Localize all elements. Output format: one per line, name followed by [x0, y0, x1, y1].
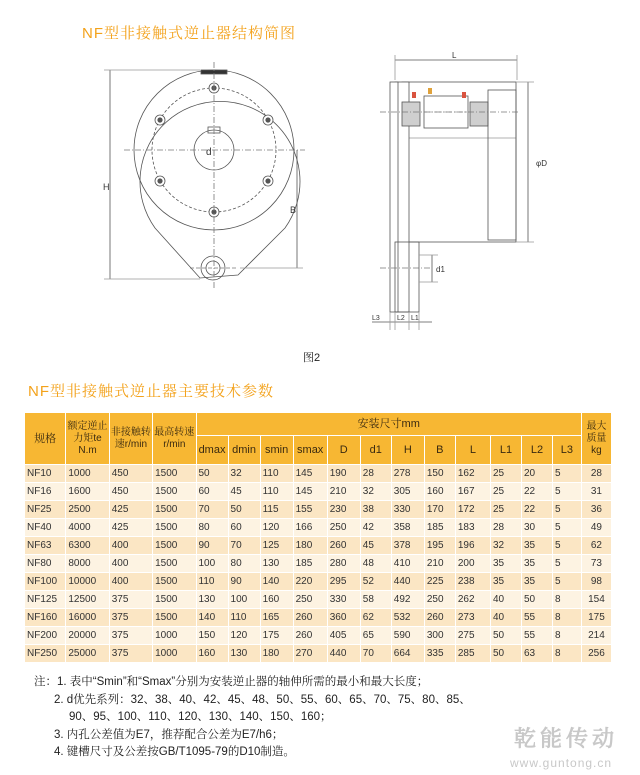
header-dim-dmin: dmin: [228, 436, 260, 465]
spec-table-title: NF型非接触式逆止器主要技术参数: [28, 383, 274, 400]
table-cell: 492: [391, 591, 424, 609]
table-cell: 220: [293, 573, 327, 591]
dim-d1-label: d1: [436, 265, 445, 274]
table-cell: 50: [196, 465, 228, 483]
table-cell: NF125: [25, 591, 66, 609]
table-cell: 1500: [153, 573, 196, 591]
table-cell: 230: [327, 501, 360, 519]
table-cell: 1000: [153, 645, 196, 663]
table-cell: NF100: [25, 573, 66, 591]
table-cell: 335: [424, 645, 455, 663]
table-cell: 145: [293, 465, 327, 483]
table-cell: 40: [490, 609, 521, 627]
table-cell: 160: [424, 483, 455, 501]
table-cell: 155: [293, 501, 327, 519]
table-cell: 16000: [66, 609, 109, 627]
table-cell: 58: [360, 591, 391, 609]
table-cell: 28: [360, 465, 391, 483]
table-cell: 440: [391, 573, 424, 591]
table-cell: 1500: [153, 609, 196, 627]
side-view: [372, 55, 534, 330]
table-cell: 31: [581, 483, 611, 501]
table-cell: 45: [228, 483, 260, 501]
structure-drawing: [0, 45, 640, 345]
table-cell: 10000: [66, 573, 109, 591]
table-cell: 5: [552, 537, 581, 555]
table-row: [25, 519, 612, 537]
table-cell: 60: [196, 483, 228, 501]
table-cell: 35: [521, 537, 552, 555]
header-install-dims: 安装尺寸mm: [196, 413, 581, 436]
table-cell: 42: [360, 519, 391, 537]
table-cell: 55: [521, 627, 552, 645]
table-cell: 55: [521, 609, 552, 627]
note-4: 4. 键槽尺寸及公差按GB/T1095-79的D10制造。: [54, 746, 295, 758]
table-cell: 375: [109, 645, 152, 663]
table-cell: 8000: [66, 555, 109, 573]
spec-table: [24, 412, 612, 663]
table-cell: 100: [196, 555, 228, 573]
dim-L3-label: L3: [372, 315, 380, 322]
header-model: 规格: [25, 413, 66, 465]
table-cell: 62: [581, 537, 611, 555]
table-cell: 1500: [153, 465, 196, 483]
dim-L2-label: L2: [397, 315, 405, 322]
spec-table-body: [25, 465, 612, 663]
table-cell: 50: [521, 591, 552, 609]
table-cell: NF250: [25, 645, 66, 663]
table-cell: 1600: [66, 483, 109, 501]
table-cell: 1500: [153, 591, 196, 609]
table-cell: 32: [490, 537, 521, 555]
header-dim-l: L: [455, 436, 490, 465]
table-row: [25, 573, 612, 591]
header-dim-l3: L3: [552, 436, 581, 465]
header-max-speed: 最高转速r/min: [153, 413, 196, 465]
table-cell: 285: [455, 645, 490, 663]
table-cell: 165: [260, 609, 293, 627]
header-dim-b: B: [424, 436, 455, 465]
table-cell: 410: [391, 555, 424, 573]
table-cell: 532: [391, 609, 424, 627]
table-cell: 25: [490, 465, 521, 483]
table-cell: 180: [293, 537, 327, 555]
table-cell: 256: [581, 645, 611, 663]
table-cell: 140: [196, 609, 228, 627]
table-row: [25, 555, 612, 573]
table-cell: 590: [391, 627, 424, 645]
table-cell: 214: [581, 627, 611, 645]
table-cell: 1500: [153, 537, 196, 555]
table-cell: 210: [424, 555, 455, 573]
table-cell: NF40: [25, 519, 66, 537]
table-cell: 25: [490, 501, 521, 519]
table-cell: 25000: [66, 645, 109, 663]
table-row: [25, 483, 612, 501]
table-cell: 1000: [153, 627, 196, 645]
table-cell: 225: [424, 573, 455, 591]
table-cell: 330: [327, 591, 360, 609]
table-cell: 166: [293, 519, 327, 537]
dim-L-label: L: [452, 51, 457, 60]
note-1: 注：1. 表中“Smin”和“Smax”分别为安装逆止器的轴伸所需的最小和最大长度；: [34, 676, 429, 688]
table-cell: 425: [109, 519, 152, 537]
table-cell: 38: [360, 501, 391, 519]
table-cell: 664: [391, 645, 424, 663]
table-cell: 305: [391, 483, 424, 501]
table-cell: 300: [424, 627, 455, 645]
table-cell: 375: [109, 609, 152, 627]
table-cell: 238: [455, 573, 490, 591]
table-cell: 172: [455, 501, 490, 519]
table-cell: 5: [552, 573, 581, 591]
table-cell: 120: [228, 627, 260, 645]
table-cell: 405: [327, 627, 360, 645]
table-cell: 175: [260, 627, 293, 645]
header-dim-h: H: [391, 436, 424, 465]
table-cell: 183: [455, 519, 490, 537]
table-row: [25, 591, 612, 609]
table-cell: 250: [424, 591, 455, 609]
table-cell: 185: [293, 555, 327, 573]
table-cell: 70: [228, 537, 260, 555]
dim-B-label: B: [290, 205, 297, 215]
table-cell: 5: [552, 519, 581, 537]
table-cell: 6300: [66, 537, 109, 555]
table-cell: 140: [260, 573, 293, 591]
table-cell: 90: [228, 573, 260, 591]
table-cell: 250: [293, 591, 327, 609]
table-cell: 260: [293, 627, 327, 645]
table-cell: 175: [581, 609, 611, 627]
table-cell: 35: [521, 573, 552, 591]
table-cell: 50: [490, 627, 521, 645]
table-cell: 110: [196, 573, 228, 591]
table-cell: 1500: [153, 555, 196, 573]
table-cell: NF10: [25, 465, 66, 483]
table-cell: 36: [581, 501, 611, 519]
table-cell: 130: [196, 591, 228, 609]
table-cell: 375: [109, 591, 152, 609]
note-2: 2. d优先系列：32、38、40、42、45、48、50、55、60、65、70、75、80、85、: [54, 693, 471, 706]
figure-label: 图2: [303, 352, 321, 364]
table-cell: 440: [327, 645, 360, 663]
table-cell: 8: [552, 609, 581, 627]
table-cell: 358: [391, 519, 424, 537]
table-cell: 5: [552, 555, 581, 573]
table-cell: 80: [196, 519, 228, 537]
table-cell: 180: [260, 645, 293, 663]
table-cell: 330: [391, 501, 424, 519]
header-mass: 最大质量kg: [581, 413, 611, 465]
table-cell: 110: [228, 609, 260, 627]
table-cell: 275: [455, 627, 490, 645]
table-cell: 32: [228, 465, 260, 483]
table-cell: 195: [424, 537, 455, 555]
dim-L1-label: L1: [411, 315, 419, 322]
table-cell: 260: [424, 609, 455, 627]
header-dim-d: D: [327, 436, 360, 465]
table-cell: 150: [424, 465, 455, 483]
brand-watermark: 乾能传动: [514, 727, 619, 752]
table-cell: 196: [455, 537, 490, 555]
table-cell: 260: [293, 609, 327, 627]
table-cell: 360: [327, 609, 360, 627]
table-cell: 160: [260, 591, 293, 609]
table-cell: 22: [521, 501, 552, 519]
table-cell: 210: [327, 483, 360, 501]
table-row: [25, 537, 612, 555]
table-cell: 45: [360, 537, 391, 555]
table-cell: 12500: [66, 591, 109, 609]
table-cell: 8: [552, 627, 581, 645]
table-cell: 8: [552, 591, 581, 609]
url-watermark: www.guntong.cn: [510, 756, 613, 770]
table-cell: 450: [109, 483, 152, 501]
table-cell: 115: [260, 501, 293, 519]
table-cell: 28: [490, 519, 521, 537]
table-row: [25, 627, 612, 645]
table-cell: 154: [581, 591, 611, 609]
table-cell: 50: [490, 645, 521, 663]
dim-D-label: φD: [536, 159, 547, 168]
table-cell: 250: [327, 519, 360, 537]
table-cell: 25: [490, 483, 521, 501]
table-cell: 425: [109, 501, 152, 519]
table-cell: 270: [293, 645, 327, 663]
table-cell: 35: [490, 573, 521, 591]
table-cell: 450: [109, 465, 152, 483]
table-cell: 35: [490, 555, 521, 573]
table-cell: 378: [391, 537, 424, 555]
table-cell: 65: [360, 627, 391, 645]
header-dim-l1: L1: [490, 436, 521, 465]
table-cell: 110: [260, 483, 293, 501]
header-dim-smax: smax: [293, 436, 327, 465]
table-row: [25, 501, 612, 519]
table-cell: NF160: [25, 609, 66, 627]
table-cell: 35: [521, 555, 552, 573]
table-cell: 80: [228, 555, 260, 573]
table-cell: 50: [228, 501, 260, 519]
table-cell: 278: [391, 465, 424, 483]
note-3: 3. 内孔公差值为E7，推荐配合公差为E7/h6；: [54, 728, 284, 741]
table-cell: 60: [228, 519, 260, 537]
table-cell: 20: [521, 465, 552, 483]
table-cell: 262: [455, 591, 490, 609]
table-cell: 98: [581, 573, 611, 591]
table-cell: 1500: [153, 501, 196, 519]
table-cell: 280: [327, 555, 360, 573]
table-cell: 30: [521, 519, 552, 537]
table-cell: NF25: [25, 501, 66, 519]
table-cell: 167: [455, 483, 490, 501]
table-cell: 295: [327, 573, 360, 591]
table-cell: 160: [196, 645, 228, 663]
table-cell: 48: [360, 555, 391, 573]
table-cell: 8: [552, 645, 581, 663]
table-cell: 273: [455, 609, 490, 627]
table-cell: 5: [552, 501, 581, 519]
header-torque: 额定逆止力矩te N.m: [66, 413, 109, 465]
table-cell: 4000: [66, 519, 109, 537]
table-cell: 150: [196, 627, 228, 645]
table-cell: 1500: [153, 519, 196, 537]
table-cell: 70: [360, 645, 391, 663]
table-cell: 185: [424, 519, 455, 537]
table-cell: 32: [360, 483, 391, 501]
table-cell: 110: [260, 465, 293, 483]
table-cell: 400: [109, 555, 152, 573]
table-cell: 5: [552, 483, 581, 501]
table-cell: 1000: [66, 465, 109, 483]
table-cell: 170: [424, 501, 455, 519]
header-dim-dmax: dmax: [196, 436, 228, 465]
table-cell: 125: [260, 537, 293, 555]
table-cell: 145: [293, 483, 327, 501]
table-cell: 5: [552, 465, 581, 483]
table-cell: 400: [109, 573, 152, 591]
table-cell: 162: [455, 465, 490, 483]
dim-H-label: H: [103, 182, 110, 192]
table-cell: 100: [228, 591, 260, 609]
structure-diagram-title: NF型非接触式逆止器结构简图: [82, 25, 296, 42]
table-cell: 62: [360, 609, 391, 627]
table-cell: NF200: [25, 627, 66, 645]
table-cell: 20000: [66, 627, 109, 645]
table-cell: 49: [581, 519, 611, 537]
table-cell: 40: [490, 591, 521, 609]
table-cell: 375: [109, 627, 152, 645]
header-speed: 非接触转速r/min: [109, 413, 152, 465]
table-cell: NF80: [25, 555, 66, 573]
table-cell: 90: [196, 537, 228, 555]
table-cell: 200: [455, 555, 490, 573]
header-dim-l2: L2: [521, 436, 552, 465]
table-cell: 73: [581, 555, 611, 573]
table-cell: 190: [327, 465, 360, 483]
table-cell: 260: [327, 537, 360, 555]
table-cell: 22: [521, 483, 552, 501]
table-cell: 2500: [66, 501, 109, 519]
front-view: [104, 62, 305, 290]
table-cell: 120: [260, 519, 293, 537]
table-cell: 130: [228, 645, 260, 663]
table-cell: 70: [196, 501, 228, 519]
table-cell: 130: [260, 555, 293, 573]
table-row: [25, 465, 612, 483]
table-row: [25, 609, 612, 627]
note-2-continued: 90、95、100、110、120、130、140、150、160；: [69, 711, 332, 723]
notes: [34, 674, 471, 762]
header-dim-smin: smin: [260, 436, 293, 465]
table-cell: 400: [109, 537, 152, 555]
table-cell: 1500: [153, 483, 196, 501]
header-dim-d1: d1: [360, 436, 391, 465]
table-cell: NF63: [25, 537, 66, 555]
table-cell: 28: [581, 465, 611, 483]
table-cell: 52: [360, 573, 391, 591]
dim-d-label: d: [206, 147, 212, 158]
table-cell: NF16: [25, 483, 66, 501]
table-row: [25, 645, 612, 663]
table-cell: 63: [521, 645, 552, 663]
